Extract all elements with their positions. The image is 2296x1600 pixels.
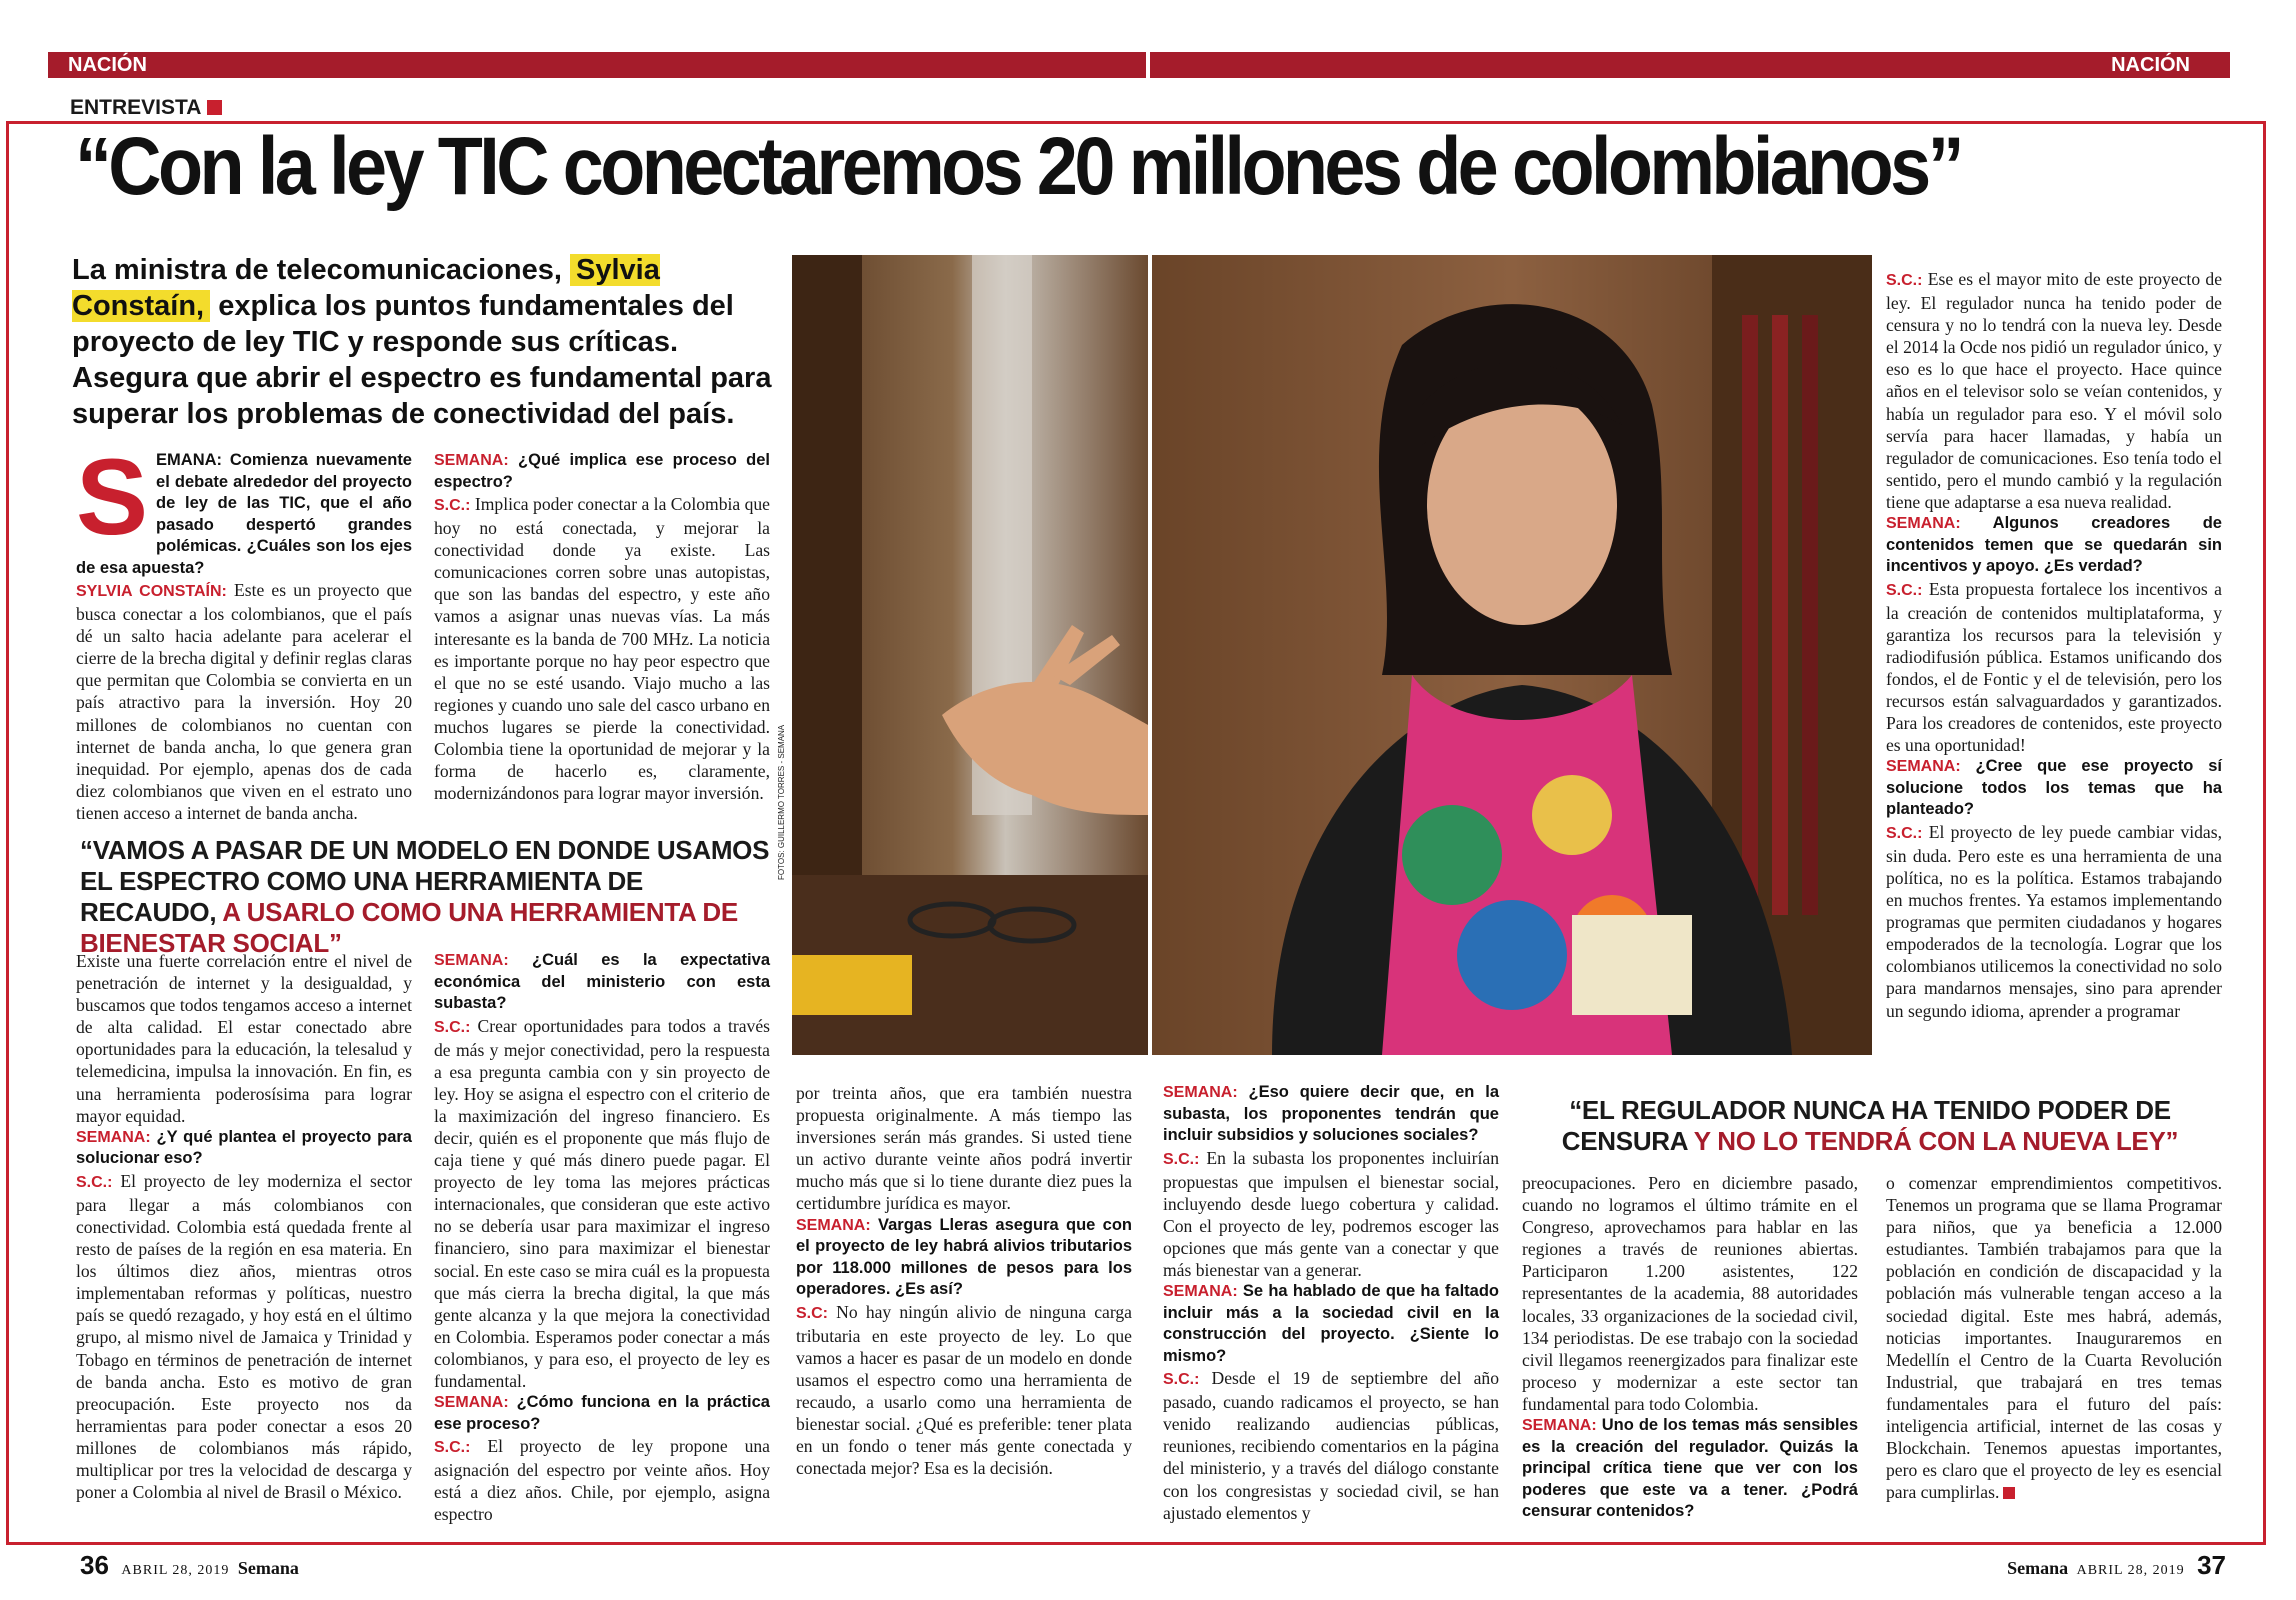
question-2 [434, 450, 770, 493]
sc-label: S.C.: [434, 1439, 471, 1457]
question-5-text: ¿Cómo funciona en la práctica ese proceso? [434, 1393, 770, 1433]
lead-highlight-name: Sylvia Constaín, [72, 254, 660, 322]
answer-10 [1886, 578, 2222, 757]
answer-5 [434, 1435, 770, 1525]
column-8 [1886, 268, 2222, 1068]
footer-right [2007, 1550, 2226, 1581]
answer-11 [1886, 821, 2222, 1022]
column-3 [76, 950, 412, 1502]
column-6 [1163, 1082, 1499, 1522]
pull-quote-1-red: A USARLO COMO UNA HERRAMIENTA DE BIENESTAR SOCIAL” [80, 897, 738, 958]
answer-4-text: Crear oportunidades para todos a través de más y mejor conectividad, pero la respuesta a esa pregunta cambia con y sin proyecto de ley. Hoy se asigna el espectro con el criterio de la maximización del ingreso financiero. Es decir, quién es el proponente que más flujo de caja tiene y qué más dinero puede pagar. El proyecto de ley toma las mejores prácticas internacionales, que consideran que este activo no se debería usar para maximizar el ingreso financiero, sino para maximizar el bienestar social. En este caso se mira cuál es la propuesta que más cierra la brecha digital, la que más gente alcanza y la que mejora la conectividad en Colombia. Esperamos poder conectar a más colombianos, y para eso, el proyecto de ley es fundamental. [434, 1015, 770, 1391]
sc-label: S.C: [796, 1304, 828, 1322]
column-2 [434, 450, 770, 820]
kicker-label: ENTREVISTA [70, 96, 202, 119]
column-7 [1522, 1172, 1858, 1522]
question-7 [1163, 1082, 1499, 1147]
question-2-text: ¿Qué implica ese proceso del espectro? [434, 451, 770, 491]
semana-label: SEMANA: [434, 452, 509, 469]
question-10-text: Algunos creadores de contenidos temen que se quedarán sin incentivos y apoyo. ¿Es verdad? [1886, 514, 2222, 576]
answer-1 [76, 579, 412, 824]
lead-after: explica los puntos fundamentales del proyecto de ley TIC y responde sus críticas. Asegura que abrir el espectro es fundamental para superar los problemas de conectividad del país. [72, 290, 772, 430]
semana-label: SEMANA: [434, 952, 509, 969]
answer-7 [1163, 1147, 1499, 1282]
answer-10-text: Esta propuesta fortalece los incentivos a la creación de contenidos multiplataforma, y garantiza los recursos para la televisión y radiodifusión pública. Estamos unificando dos fondos, el de Fontic y el de televisión, pero los recursos están salvaguardados y garantizados. Para los creadores de contenidos, este proyecto es una oportunidad! [1886, 578, 2222, 756]
question-6 [796, 1215, 1132, 1301]
photo-left-image [792, 255, 1148, 1055]
speaker-label: SYLVIA CONSTAÍN: [76, 583, 227, 600]
answer-1-text: Este es un proyecto que busca conectar a los colombianos, que el país dé un salto hacia adelante para acelerar el cierre de la brecha digital y definir reglas claras que permitan que Colombia se convierta en un país atractivo para la inversión. Hoy 20 millones de colombianos no cuentan con internet de banda ancha, lo que genera gran inequidad. Por ejemplo, apenas dos de cada diez colombianos que viven en el estrato uno tienen acceso a internet de banda ancha. [76, 580, 412, 823]
sc-label: S.C.: [1886, 581, 1923, 599]
answer-9-text: Ese es el mayor mito de este proyecto de ley. El regulador nunca ha tenido poder de censura y no lo tendrá con la nueva ley. Desde el 2014 la Ocde nos pidió un regulador único, y eso es lo que hace el proyecto. Hace quince años en el televisor solo se veían contenidos, y había un regulador para eso. Y el móvil solo servía para hacer llamadas, y había un regulador de comunicaciones. Eso tenía todo el sentido, pero el mundo cambió y la regulación tiene que adaptarse a esa nueva realidad. [1886, 269, 2222, 512]
kicker [70, 96, 222, 120]
semana-label: SEMANA: [1886, 515, 1961, 533]
paragraph-9-text: o comenzar emprendimientos competitivos. Tenemos un programa que se llama Programar para niños, que ya beneficia a 12.000 estudiantes. También trabajamos para que la población en condición de discapacidad y la población más vulnerable tengan acceso a la sociedad digital. Este mes habrá, además, noticias importantes. Inauguraremos en Medellín el Centro de la Cuarta Revolución Industrial, que trabajará en tres temas fundamentales para el futuro del país: inteligencia artificial, internet de las cosas y Blockchain. Tenemos apuestas importantes, pero es claro que el proyecto de ley es esencial para cumplirlas. [1886, 1173, 2222, 1503]
sc-label: S.C.: [76, 1173, 113, 1191]
answer-2 [434, 493, 770, 804]
section-label-left: NACIÓN [68, 54, 147, 76]
semana-label: SEMANA: [796, 1216, 871, 1234]
question-5 [434, 1392, 770, 1435]
question-6-text: Vargas Lleras asegura que con el proyecto de ley habrá alivios tributarios por 118.000 millones de pesos para los operadores. ¿Es así? [796, 1215, 1132, 1299]
sc-label: S.C.: [1163, 1371, 1200, 1389]
section-band-left [48, 52, 1146, 78]
question-9-text: Uno de los temas más sensibles es la creación del regulador. Quizás la principal crítica tiene que ver con los poderes que este va a tener. ¿Podrá censurar contenidos? [1522, 1416, 1858, 1521]
sc-label: S.C.: [1163, 1150, 1200, 1168]
photo-right [1152, 255, 1872, 1055]
question-11-text: ¿Cree que ese proyecto sí solucione todos los temas que ha planteado? [1886, 757, 2222, 819]
column-9 [1886, 1172, 2222, 1522]
question-4 [434, 950, 770, 1015]
pull-quote-2-black: “EL REGULADOR NUNCA HA TENIDO PODER DE CENSURA [1561, 1095, 2171, 1156]
answer-4 [434, 1015, 770, 1393]
answer-8 [1163, 1367, 1499, 1524]
paragraph-5: por treinta años, que era también nuestra propuesta originalmente. A más tiempo las inversiones serán más grandes. Si usted tiene un activo durante veinte años podrá invertir mucho más que si lo tiene durante diez pues la certidumbre jurídica es mayor. [796, 1083, 1132, 1214]
end-square-icon [2003, 1487, 2015, 1499]
sc-label: S.C.: [1886, 272, 1923, 289]
page-number-left: 36 [80, 1550, 109, 1580]
semana-label: SEMANA: [1522, 1417, 1597, 1435]
semana-label: SEMANA: [1163, 1084, 1238, 1101]
paragraph-3: Existe una fuerte correlación entre el nivel de penetración de internet y la desigualdad, y buscamos que todos tengamos acceso a internet de alta calidad. El estar conectado abre oportunidades para la educación, la telesalud y telemedicina, impulsa la innovación. En fin, es una herramienta poderosísima para lograr mayor equidad. [76, 951, 412, 1126]
photo-left [792, 255, 1148, 1055]
answer-11-text: El proyecto de ley puede cambiar vidas, sin duda. Pero este es una herramienta de una política, no es la política. Estamos trabajando en muchos frentes. Ya estamos implementando programas que permiten ciudadanos y hogares empoderados de la tecnología. Lograr que los colombianos utilicemos la conectividad no solo para mandarnos mensajes, sino para aprender un segundo idioma, aprender a programar [1886, 821, 2222, 1021]
paragraph-7: preocupaciones. Pero en diciembre pasado, cuando no logramos el último trámite en el Congreso, aprovechamos para hablar en las regiones a través de reuniones abiertas. Participaron 1.200 asistentes, 122 representantes de la academia, 88 autoridades locales, 33 organizaciones de la sociedad civil, 134 periodistas. De ese trabajo con la sociedad civil llegamos reenergizados para finalizar este proceso y modernizar a este sector tan fundamental para todo Colombia. [1522, 1173, 1858, 1414]
question-9 [1522, 1415, 1858, 1523]
page-number-right: 37 [2197, 1550, 2226, 1580]
paragraph-9 [1886, 1172, 2222, 1503]
lead-paragraph [72, 252, 792, 432]
headline: “Con la ley TIC conectaremos 20 millones de colombianos” [75, 121, 1961, 212]
question-1-text: EMANA: Comienza nuevamente el debate alrededor del proyecto de ley de las TIC, que el año pasado despertó grandes polémicas. ¿Cuáles son los ejes de esa apuesta? [76, 451, 412, 577]
semana-label: SEMANA: [1163, 1283, 1238, 1301]
magazine-right: Semana [2007, 1558, 2069, 1578]
sc-label: S.C.: [434, 497, 471, 514]
answer-6 [796, 1301, 1132, 1480]
answer-8-text: Desde el 19 de septiembre del año pasado, cuando radicamos el proyecto, se han venido realizando audiencias públicas, reuniones, recibiendo comentarios en la página del ministerio, y a través del diálogo constante con los congresistas y sociedad civil, se han ajustado elementos y [1163, 1368, 1499, 1523]
sc-label: S.C.: [434, 1018, 471, 1036]
semana-label: SEMANA: [76, 1128, 151, 1146]
column-4 [434, 950, 770, 1525]
pull-quote-1 [80, 835, 770, 959]
kicker-square-icon [207, 100, 222, 115]
question-8-text: Se ha hablado de que ha faltado incluir más a la sociedad civil en la construcción del proyecto. ¿Siente lo mismo? [1163, 1282, 1499, 1365]
pull-quote-2 [1540, 1095, 2200, 1157]
photo-right-image [1152, 255, 1872, 1055]
answer-6-text: No hay ningún alivio de ninguna carga tributaria en este proyecto de ley. Lo que vamos a hacer es pasar de un modelo en donde usamos el espectro como una herramienta de recaudo, a usarlo como una herramienta de bienestar social. ¿Qué es preferible: tener plata en un fondo o tener más gente conectada y conectada mejor? Esa es la decisión. [796, 1301, 1132, 1479]
pull-quote-1-black: “VAMOS A PASAR DE UN MODELO EN DONDE USAMOS EL ESPECTRO COMO UNA HERRAMIENTA DE RECAUDO, [80, 835, 770, 927]
question-7-text: ¿Eso quiere decir que, en la subasta, los proponentes tendrán que incluir subsidios y soluciones sociales? [1163, 1083, 1499, 1144]
lead-before: La ministra de telecomunicaciones, [72, 254, 562, 286]
answer-2-text: Implica poder conectar a la Colombia que hoy no está conectada, y mejorar la conectividad donde ya existe. Las comunicaciones corren sobre unas autopistas, que son las bandas del espectro, y este año vamos a asignar unas nuevas vías. La más interesante es la banda de 700 MHz. La noticia es importante porque no hay peor espectro que el que no se esté usando. Viajo mucho a las regiones y cuando uno sale del casco urbano en muchos lugares se pierde la conectividad. Colombia tiene la oportunidad de mejorar y la forma de hacerlo es, claramente, modernizándonos para lograr mayor inversión. [434, 494, 770, 804]
question-3 [76, 1127, 412, 1170]
answer-3-text: El proyecto de ley moderniza el sector para llegar a más colombianos con conectividad. Colombia está quedada frente al resto de países de la región en esa materia. En los últimos diez años, mientras otros implementaban reformas y políticas, nuestro país se quedó rezagado, y hoy está en el último grupo, al mismo nivel de Jamaica y Trinidad y Tobago en términos de penetración de internet de banda ancha. Esto es motivo de gran preocupación. Este proyecto nos da herramientas para poder conectar a esos 20 millones de colombianos más rápido, multiplicar por tres la velocidad de descarga y poner a Colombia al nivel de Brasil o México. [76, 1170, 412, 1503]
question-4-text: ¿Cuál es la expectativa económica del ministerio con esta subasta? [434, 951, 770, 1012]
answer-3 [76, 1170, 412, 1503]
photo-credit: FOTOS: GUILLERMO TORRES - SEMANA [777, 724, 786, 880]
magazine-left: Semana [237, 1558, 299, 1578]
answer-9 [1886, 268, 2222, 513]
answer-7-text: En la subasta los proponentes incluirían propuestas que impulsen el bienestar social, incluyendo desde luego cobertura y calidad. Con el proyecto de ley, podremos escoger las opciones que más gente van a conectar y que más bienestar van a generar. [1163, 1147, 1499, 1280]
question-8 [1163, 1281, 1499, 1367]
pull-quote-2-red: Y NO LO TENDRÁ CON LA NUEVA LEY” [1693, 1126, 2179, 1156]
semana-label: SEMANA: [1886, 758, 1961, 776]
sc-label: S.C.: [1886, 824, 1923, 842]
column-1 [76, 436, 412, 823]
date-left: ABRIL 28, 2019 [121, 1563, 230, 1578]
question-3-text: ¿Y qué plantea el proyecto para solucionar eso? [76, 1127, 412, 1168]
date-right: ABRIL 28, 2019 [2076, 1563, 2185, 1578]
semana-label: SEMANA: [434, 1394, 509, 1412]
question-11 [1886, 756, 2222, 821]
answer-5-text: El proyecto de ley propone una asignación del espectro por veinte años. Hoy está a diez años. Chile, por ejemplo, asigna espectro [434, 1436, 770, 1525]
column-5 [796, 1082, 1132, 1522]
section-label-right: NACIÓN [2111, 54, 2190, 76]
section-band-right [1150, 52, 2230, 78]
drop-cap: S [76, 436, 149, 557]
footer-left [80, 1550, 299, 1581]
question-10 [1886, 513, 2222, 578]
